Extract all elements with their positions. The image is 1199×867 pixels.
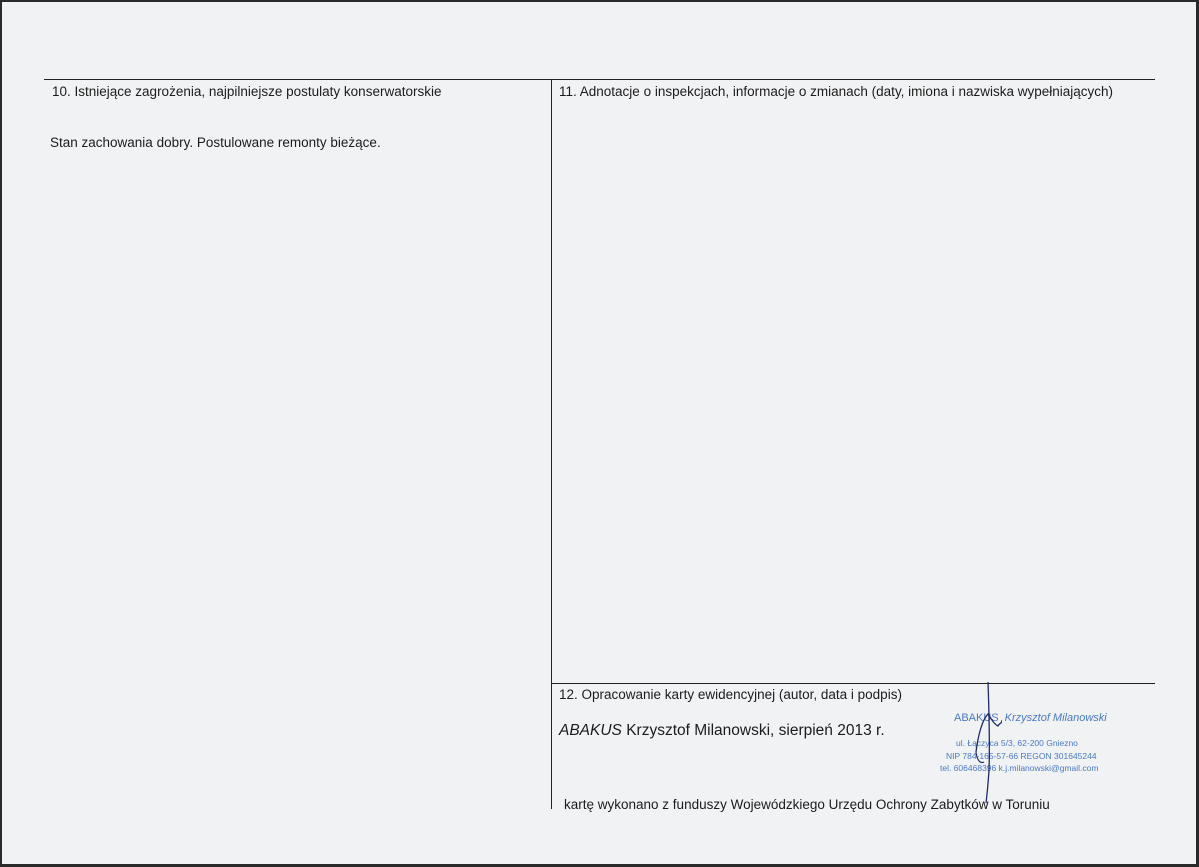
section-10-content: Stan zachowania dobry. Postulowane remonty bieżące.	[50, 135, 381, 150]
stamp-name: Krzysztof Milanowski	[1004, 712, 1107, 724]
signature	[932, 680, 1002, 805]
stamp-address: ul. Łączyca 5/3, 62-200 Gniezno	[956, 738, 1078, 748]
author-company: ABAKUS	[559, 722, 622, 739]
column-divider	[551, 79, 552, 809]
document-page	[2, 2, 1196, 864]
stamp-contact: tel. 606468396 k.j.milanowski@gmail.com	[940, 763, 1099, 773]
section-12-label: 12. Opracowanie karty ewidencyjnej (autor, data i podpis)	[559, 687, 902, 702]
author-name-date: Krzysztof Milanowski, sierpień 2013 r.	[621, 722, 885, 739]
funding-note: kartę wykonano z funduszy Wojewódzkiego Urzędu Ochrony Zabytków w Toruniu	[564, 797, 1050, 812]
section-12-rule	[551, 683, 1155, 684]
stamp-company: ABAKUS	[954, 712, 999, 724]
section-11-label: 11. Adnotacje o inspekcjach, informacje o zmianach (daty, imiona i nazwiska wypełniających)	[559, 84, 1114, 99]
stamp-nip-regon: NIP 784-165-57-66 REGON 301645244	[946, 751, 1097, 761]
section-10-label: 10. Istniejące zagrożenia, najpilniejsze postulaty konserwatorskie	[52, 84, 442, 99]
author-line	[559, 722, 885, 740]
top-rule	[44, 79, 1155, 80]
